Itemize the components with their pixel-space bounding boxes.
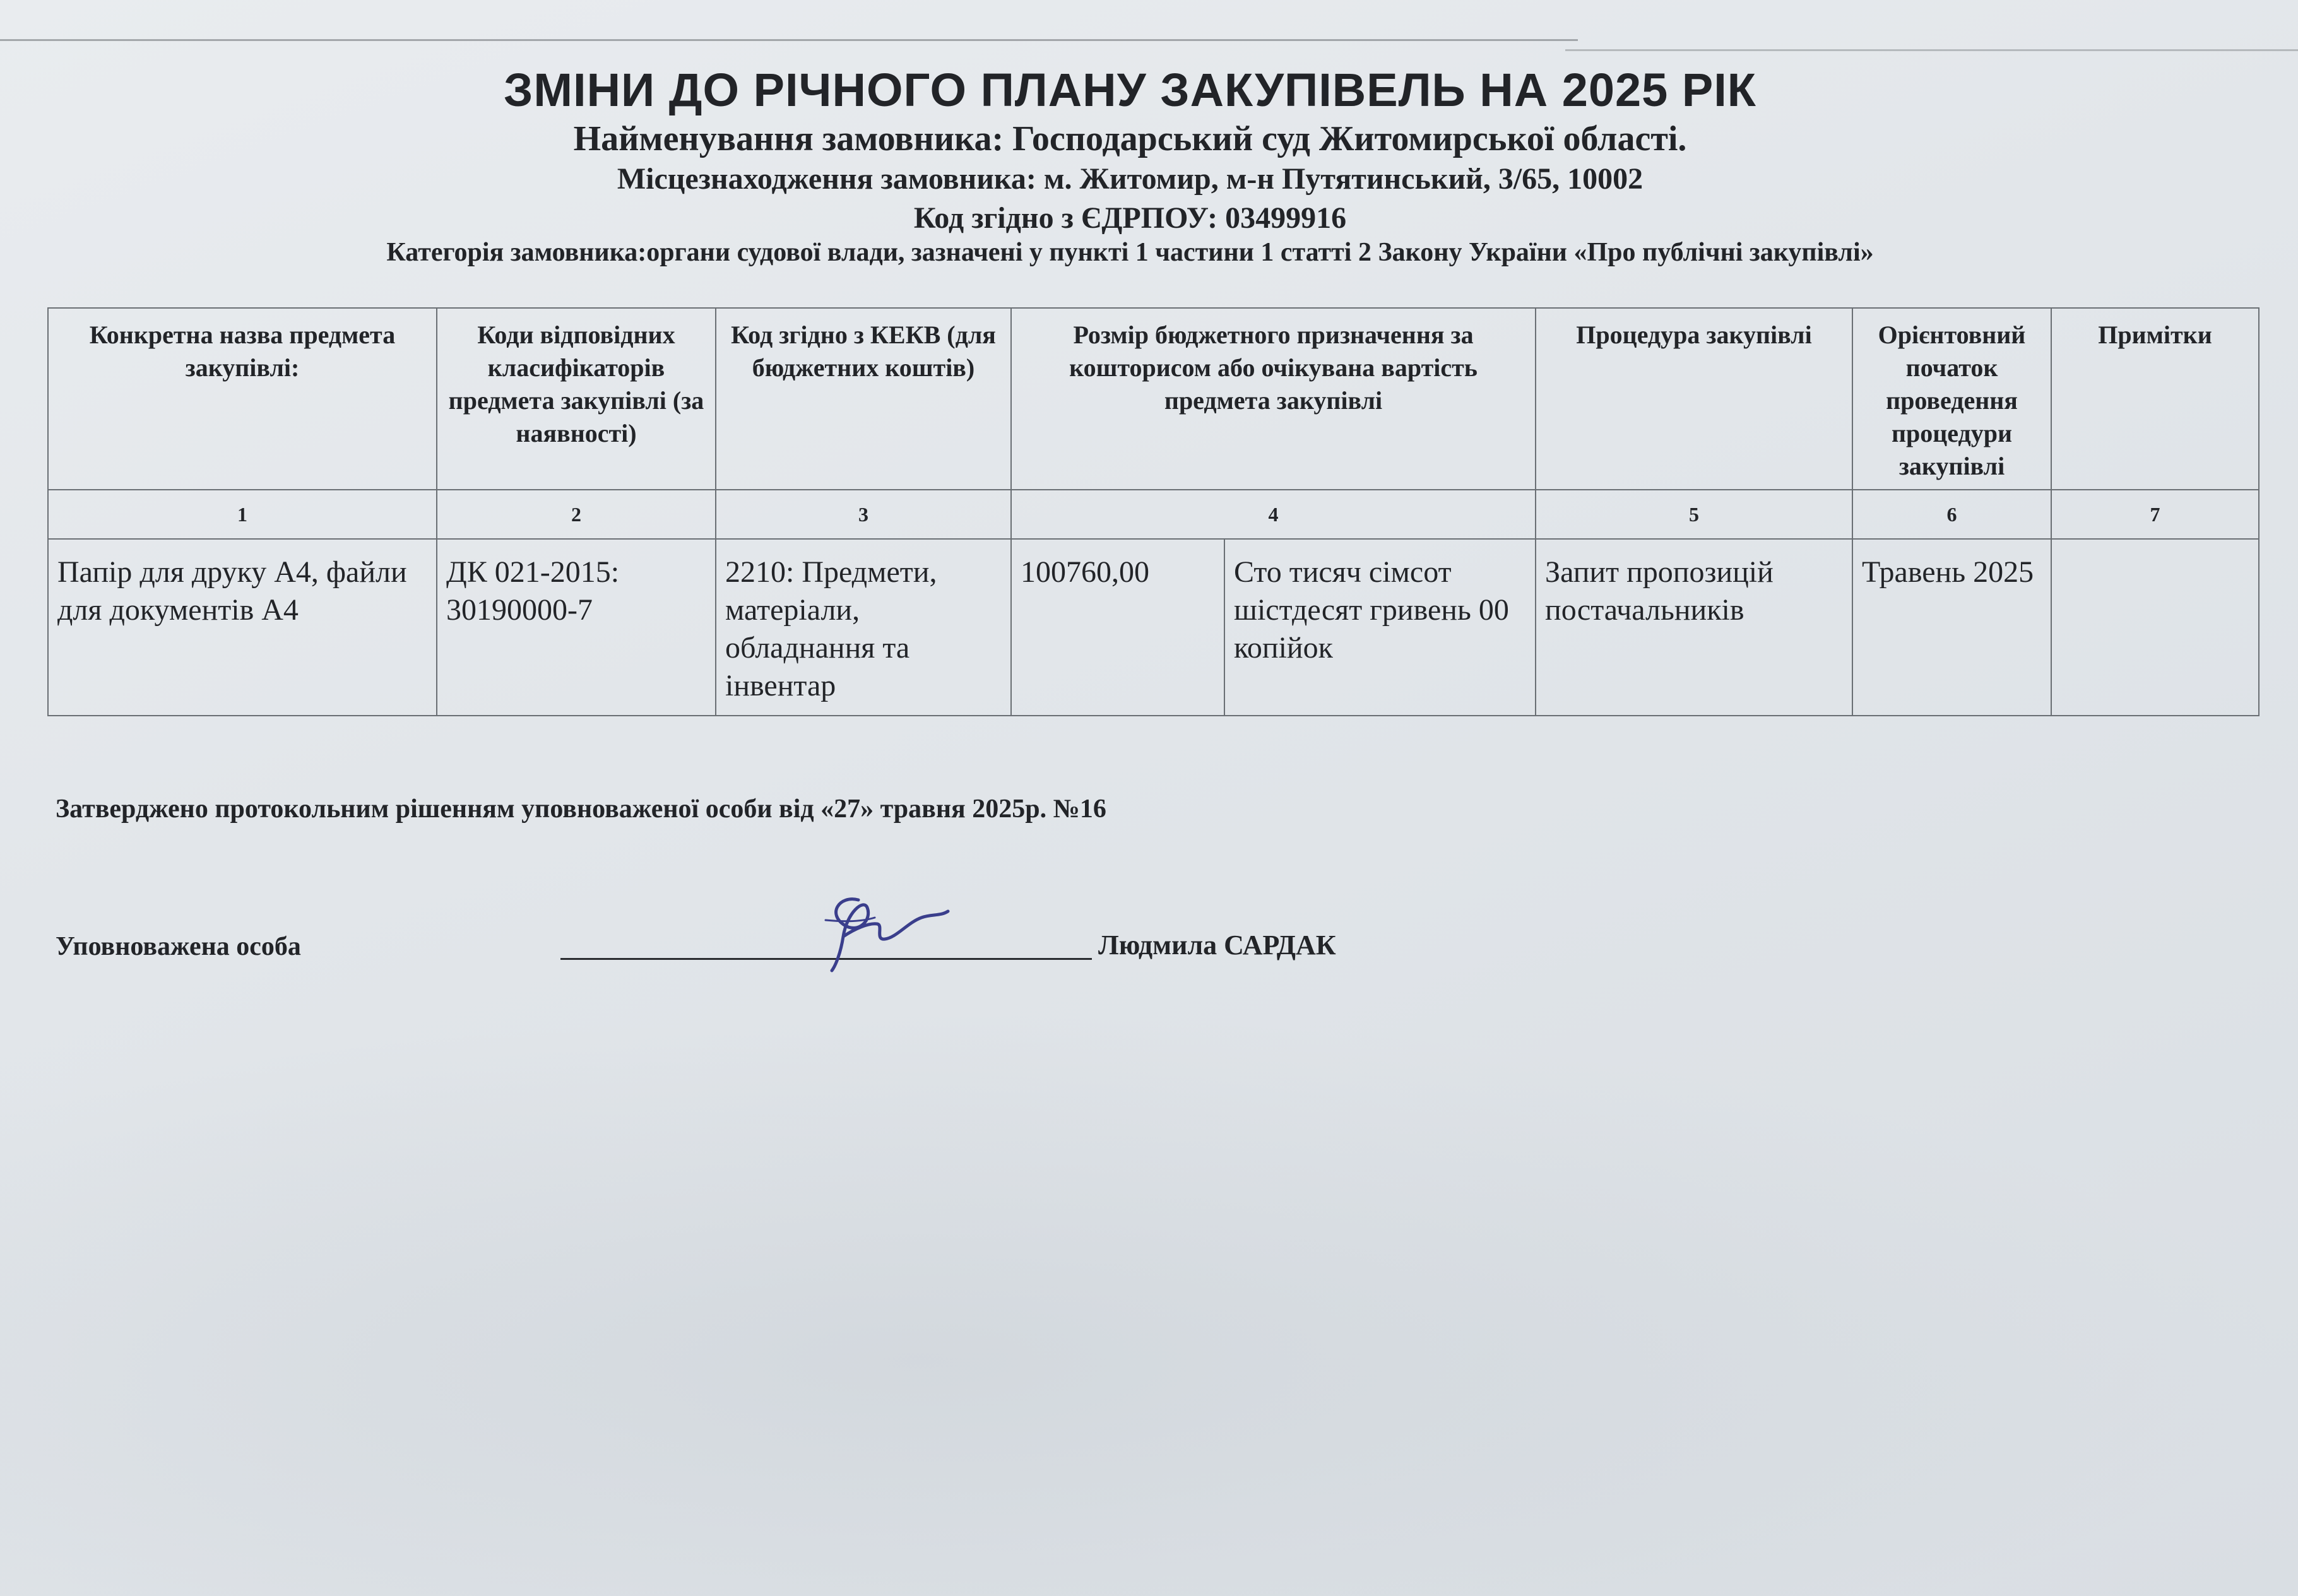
column-number: 6: [1852, 490, 2051, 539]
approval-note: Затверджено протокольним рішенням уповноваженої особи від «27» травня 2025р. №16: [56, 795, 1106, 824]
header-kekv: Код згідно з КЕКВ (для бюджетних коштів): [716, 308, 1011, 490]
header-procedure: Процедура закупівлі: [1536, 308, 1852, 490]
column-number: 5: [1536, 490, 1852, 539]
column-number: 1: [48, 490, 437, 539]
header-item-name: Конкретна назва предмета закупівлі:: [48, 308, 437, 490]
column-number: 7: [2051, 490, 2259, 539]
signer-name: Людмила САРДАК: [1098, 930, 1336, 961]
column-number: 3: [716, 490, 1011, 539]
header-start: Орієнтовний початок проведення процедури закупівлі: [1852, 308, 2051, 490]
procurement-table: [47, 307, 2260, 716]
cell-item: Папір для друку А4, файли для документів А4: [48, 539, 437, 716]
customer-name: Найменування замовника: Господарський суд Житомирської області.: [573, 119, 1687, 158]
top-edge-line-right: [1565, 49, 2298, 51]
authorized-person-label: Уповноважена особа: [56, 932, 301, 961]
header-notes: Примітки: [2051, 308, 2259, 490]
column-number-row: [48, 490, 2259, 539]
cell-classifier-code: ДК 021-2015: 30190000-7: [437, 539, 716, 716]
customer-location: Місцезнаходження замовника: м. Житомир, м-н Путятинський, 3/65, 10002: [617, 162, 1644, 196]
customer-category: Категорія замовника:органи судової влади, зазначені у пункті 1 частини 1 статті 2 Закону України «Про публічні закупівлі»: [386, 238, 1874, 267]
paper-shadow: [0, 1010, 2298, 1596]
document-title: ЗМІНИ ДО РІЧНОГО ПЛАНУ ЗАКУПІВЕЛЬ НА 2025 РІК: [504, 64, 1756, 116]
header-classifier-codes: Коди відповідних класифікаторів предмета закупівлі (за наявності): [437, 308, 716, 490]
column-number: 4: [1011, 490, 1536, 539]
cell-procedure: Запит пропозицій постачальників: [1536, 539, 1852, 716]
cell-notes: [2051, 539, 2259, 716]
cell-amount-words: Сто тисяч сімсот шістдесят гривень 00 копійок: [1224, 539, 1536, 716]
cell-start: Травень 2025: [1852, 539, 2051, 716]
table-row: [48, 539, 2259, 716]
top-edge-line: [0, 39, 1578, 41]
table-header-row: [48, 308, 2259, 490]
handwritten-signature: [814, 876, 959, 977]
cell-kekv: 2210: Предмети, матеріали, обладнання та інвентар: [716, 539, 1011, 716]
header-budget: Розмір бюджетного призначення за кошторисом або очікувана вартість предмета закупівлі: [1011, 308, 1536, 490]
cell-amount: 100760,00: [1011, 539, 1224, 716]
column-number: 2: [437, 490, 716, 539]
edrpou-code: Код згідно з ЄДРПОУ: 03499916: [913, 201, 1347, 235]
